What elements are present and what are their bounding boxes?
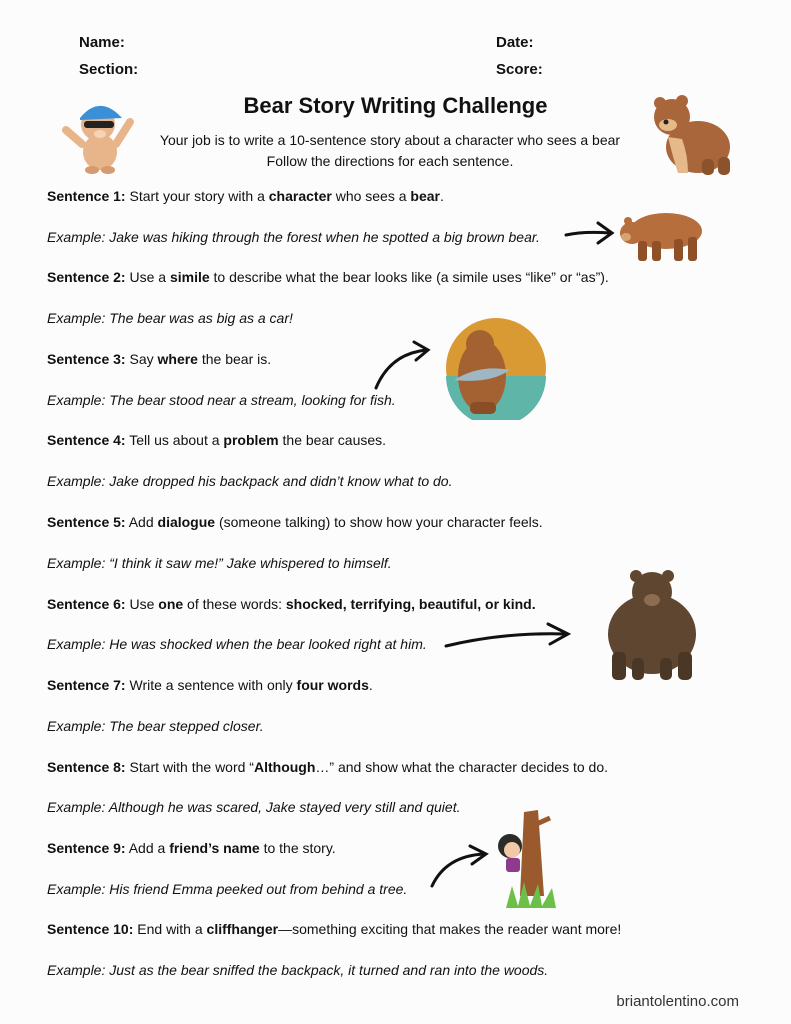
example-8: Example: Although he was scared, Jake stayed very still and quiet. [47,799,461,815]
sentence-6: Sentence 6: Use one of these words: shocked, terrifying, beautiful, or kind. [47,596,536,612]
intro-line-2: Follow the directions for each sentence. [266,153,514,169]
sentence-9: Sentence 9: Add a friend’s name to the story. [47,840,336,856]
sentence-2: Sentence 2: Use a simile to describe what the bear looks like (a simile uses “like” or “as”). [47,269,609,285]
example-3: Example: The bear stood near a stream, looking for fish. [47,392,396,408]
date-label: Date: [496,34,534,51]
name-label: Name: [79,34,125,51]
example-5: Example: “I think it saw me!” Jake whispered to himself. [47,555,392,571]
example-6: Example: He was shocked when the bear looked right at him. [47,636,427,652]
example-1: Example: Jake was hiking through the forest when he spotted a big brown bear. [47,229,540,245]
example-2: Example: The bear was as big as a car! [47,310,293,326]
example-10: Example: Just as the bear sniffed the backpack, it turned and ran into the woods. [47,962,549,978]
dabbing-bear-icon [60,92,140,174]
standing-bear-icon [444,568,698,684]
girl-behind-tree-icon [428,806,564,912]
intro-line-1: Your job is to write a 10-sentence story about a character who sees a bear [159,132,621,148]
sentence-10: Sentence 10: End with a cliffhanger—something exciting that makes the reader want more! [47,921,622,937]
sentence-1: Sentence 1: Start your story with a character who sees a bear. [47,188,444,204]
score-label: Score: [496,61,543,78]
sentence-8: Sentence 8: Start with the word “Although…” and show what the character decides to do. [47,759,609,775]
sitting-bear-icon [648,95,734,177]
page-title: Bear Story Writing Challenge [243,93,548,118]
footer-website: briantolentino.com [616,993,739,1010]
sentence-4: Sentence 4: Tell us about a problem the bear causes. [47,432,387,448]
example-4: Example: Jake dropped his backpack and didn’t know what to do. [47,473,453,489]
example-9: Example: His friend Emma peeked out from behind a tree. [47,881,408,897]
example-7: Example: The bear stepped closer. [47,718,264,734]
sentence-7: Sentence 7: Write a sentence with only four words. [47,677,373,693]
section-label: Section: [79,61,139,78]
sentence-3: Sentence 3: Say where the bear is. [47,351,272,367]
bear-fishing-icon [370,318,550,420]
sentence-5: Sentence 5: Add dialogue (someone talking) to show how your character feels. [47,514,543,530]
walking-bear-icon [564,207,706,265]
